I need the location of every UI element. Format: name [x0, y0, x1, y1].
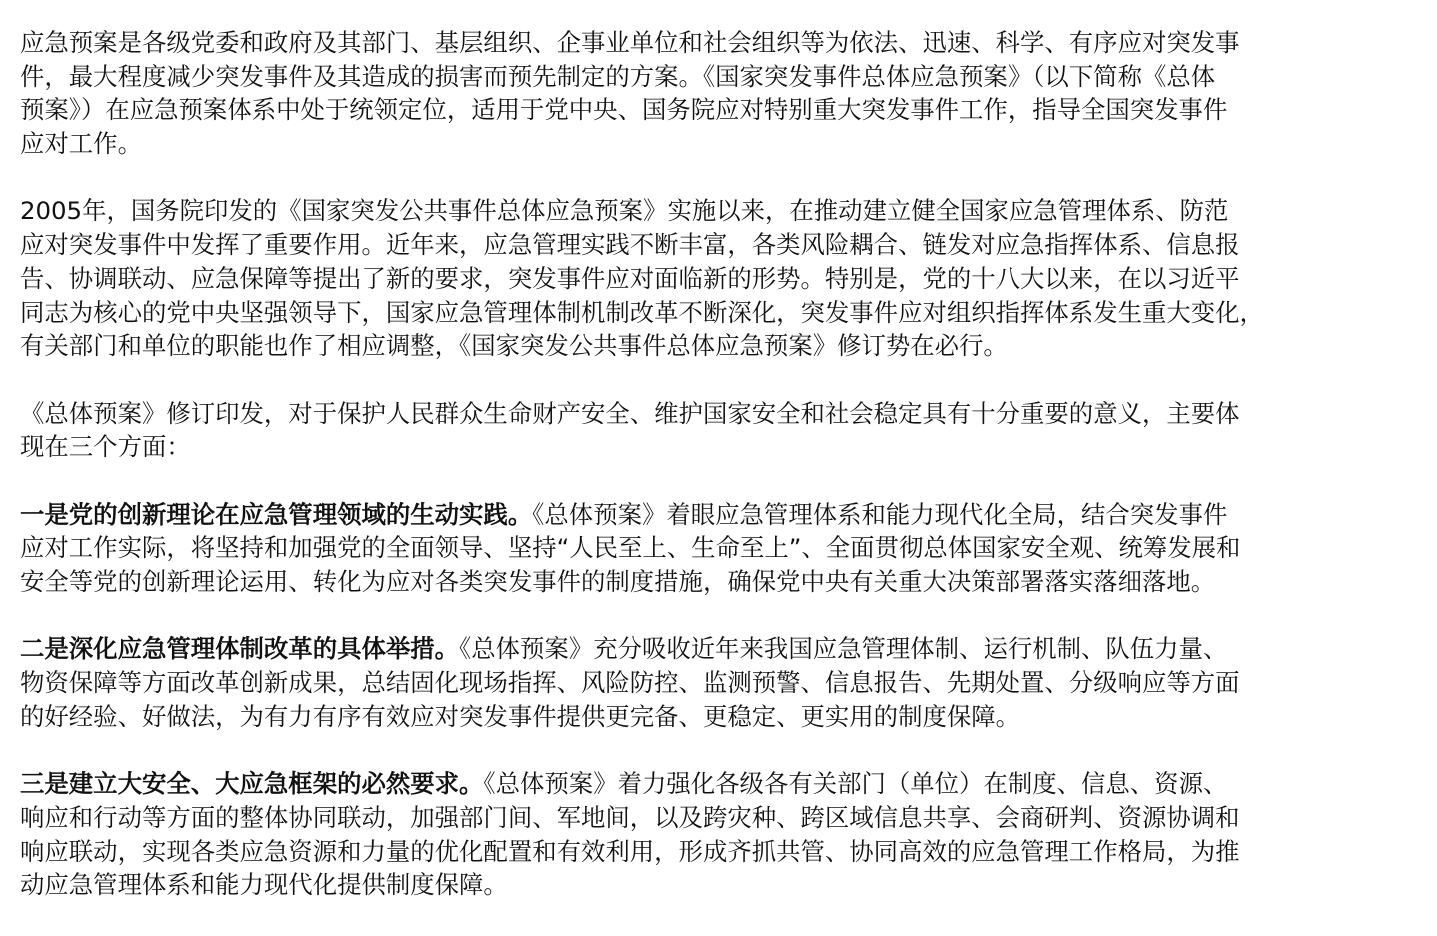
- point-heading: 三是建立大安全、大应急框架的必然要求。: [20, 769, 484, 799]
- text-line: 预案》）在应急预案体系中处于统领定位，适用于党中央、国务院应对特别重大突发事件工作，指导全国突发事件: [20, 95, 1228, 125]
- point-heading: 一是党的创新理论在应急管理领域的生动实践。: [20, 499, 533, 529]
- text-line: 现在三个方面：: [20, 432, 191, 462]
- point-text: 《总体预案》着眼应急管理体系和能力现代化全局，结合突发事件: [532, 499, 1228, 529]
- document-body: [20, 26, 1430, 936]
- text-line: 2005年，国务院印发的《国家突发公共事件总体应急预案》实施以来，在推动建立健全国家应急管理体系、防范: [20, 196, 1229, 226]
- text-line: 响应联动，实现各类应急资源和力量的优化配置和有效利用，形成齐抓共管、协同高效的应急管理工作格局，为推: [20, 836, 1240, 866]
- text-line: 响应和行动等方面的整体协同联动，加强部门间、军地间，以及跨灾种、跨区域信息共享、会商研判、资源协调和: [20, 802, 1240, 832]
- text-line: 动应急管理体系和能力现代化提供制度保障。: [20, 870, 508, 900]
- point-text: 《总体预案》着力强化各级各有关部门（单位）在制度、信息、资源、: [483, 769, 1228, 799]
- paragraph-point-one: [20, 498, 1430, 599]
- text-line: 有关部门和单位的职能也作了相应调整，《国家突发公共事件总体应急预案》修订势在必行。: [20, 331, 1008, 361]
- text-line: 物资保障等方面改革创新成果，总结固化现场指挥、风险防控、监测预警、信息报告、先期处置、分级响应等方面: [20, 668, 1240, 698]
- text-line: [20, 767, 1430, 801]
- text-line: 同志为核心的党中央坚强领导下，国家应急管理体制机制改革不断深化，突发事件应对组织指挥体系发生重大变化，: [20, 297, 1264, 327]
- point-text: 《总体预案》充分吸收近年来我国应急管理体制、运行机制、队伍力量、: [459, 634, 1228, 664]
- text-line: 安全等党的创新理论运用、转化为应对各类突发事件的制度措施，确保党中央有关重大决策部署落实落细落地。: [20, 567, 1216, 596]
- text-line: 的好经验、好做法，为有力有序有效应对突发事件提供更完备、更稳定、更实用的制度保障。: [20, 701, 1021, 731]
- paragraph-significance: [20, 397, 1430, 464]
- text-line: [20, 498, 1430, 532]
- point-heading: 二是深化应急管理体制改革的具体举措。: [20, 634, 460, 664]
- paragraph-intro: [20, 26, 1430, 161]
- text-line: 应急预案是各级党委和政府及其部门、基层组织、企事业单位和社会组织等为依法、迅速、科学、有序应对突发事: [20, 28, 1240, 57]
- text-line: [20, 632, 1430, 666]
- paragraph-point-three: [20, 767, 1430, 902]
- text-line: 《总体预案》修订印发，对于保护人民群众生命财产安全、维护国家安全和社会稳定具有十分重要的意义，主要体: [20, 398, 1240, 428]
- paragraph-point-two: [20, 632, 1430, 733]
- text-line: 应对工作。: [20, 129, 142, 159]
- text-line: 告、协调联动、应急保障等提出了新的要求，突发事件应对面临新的形势。特别是，党的十八大以来，在以习近平: [20, 263, 1240, 293]
- paragraph-background: [20, 194, 1430, 362]
- text-line: 件，最大程度减少突发事件及其造成的损害而预先制定的方案。《国家突发事件总体应急预案》（以下简称《总体: [20, 61, 1216, 91]
- text-line: 应对工作实际，将坚持和加强党的全面领导、坚持“人民至上、生命至上”、全面贯彻总体国家安全观、统筹发展和: [20, 533, 1241, 563]
- text-line: 应对突发事件中发挥了重要作用。近年来，应急管理实践不断丰富，各类风险耦合、链发对应急指挥体系、信息报: [20, 230, 1240, 260]
